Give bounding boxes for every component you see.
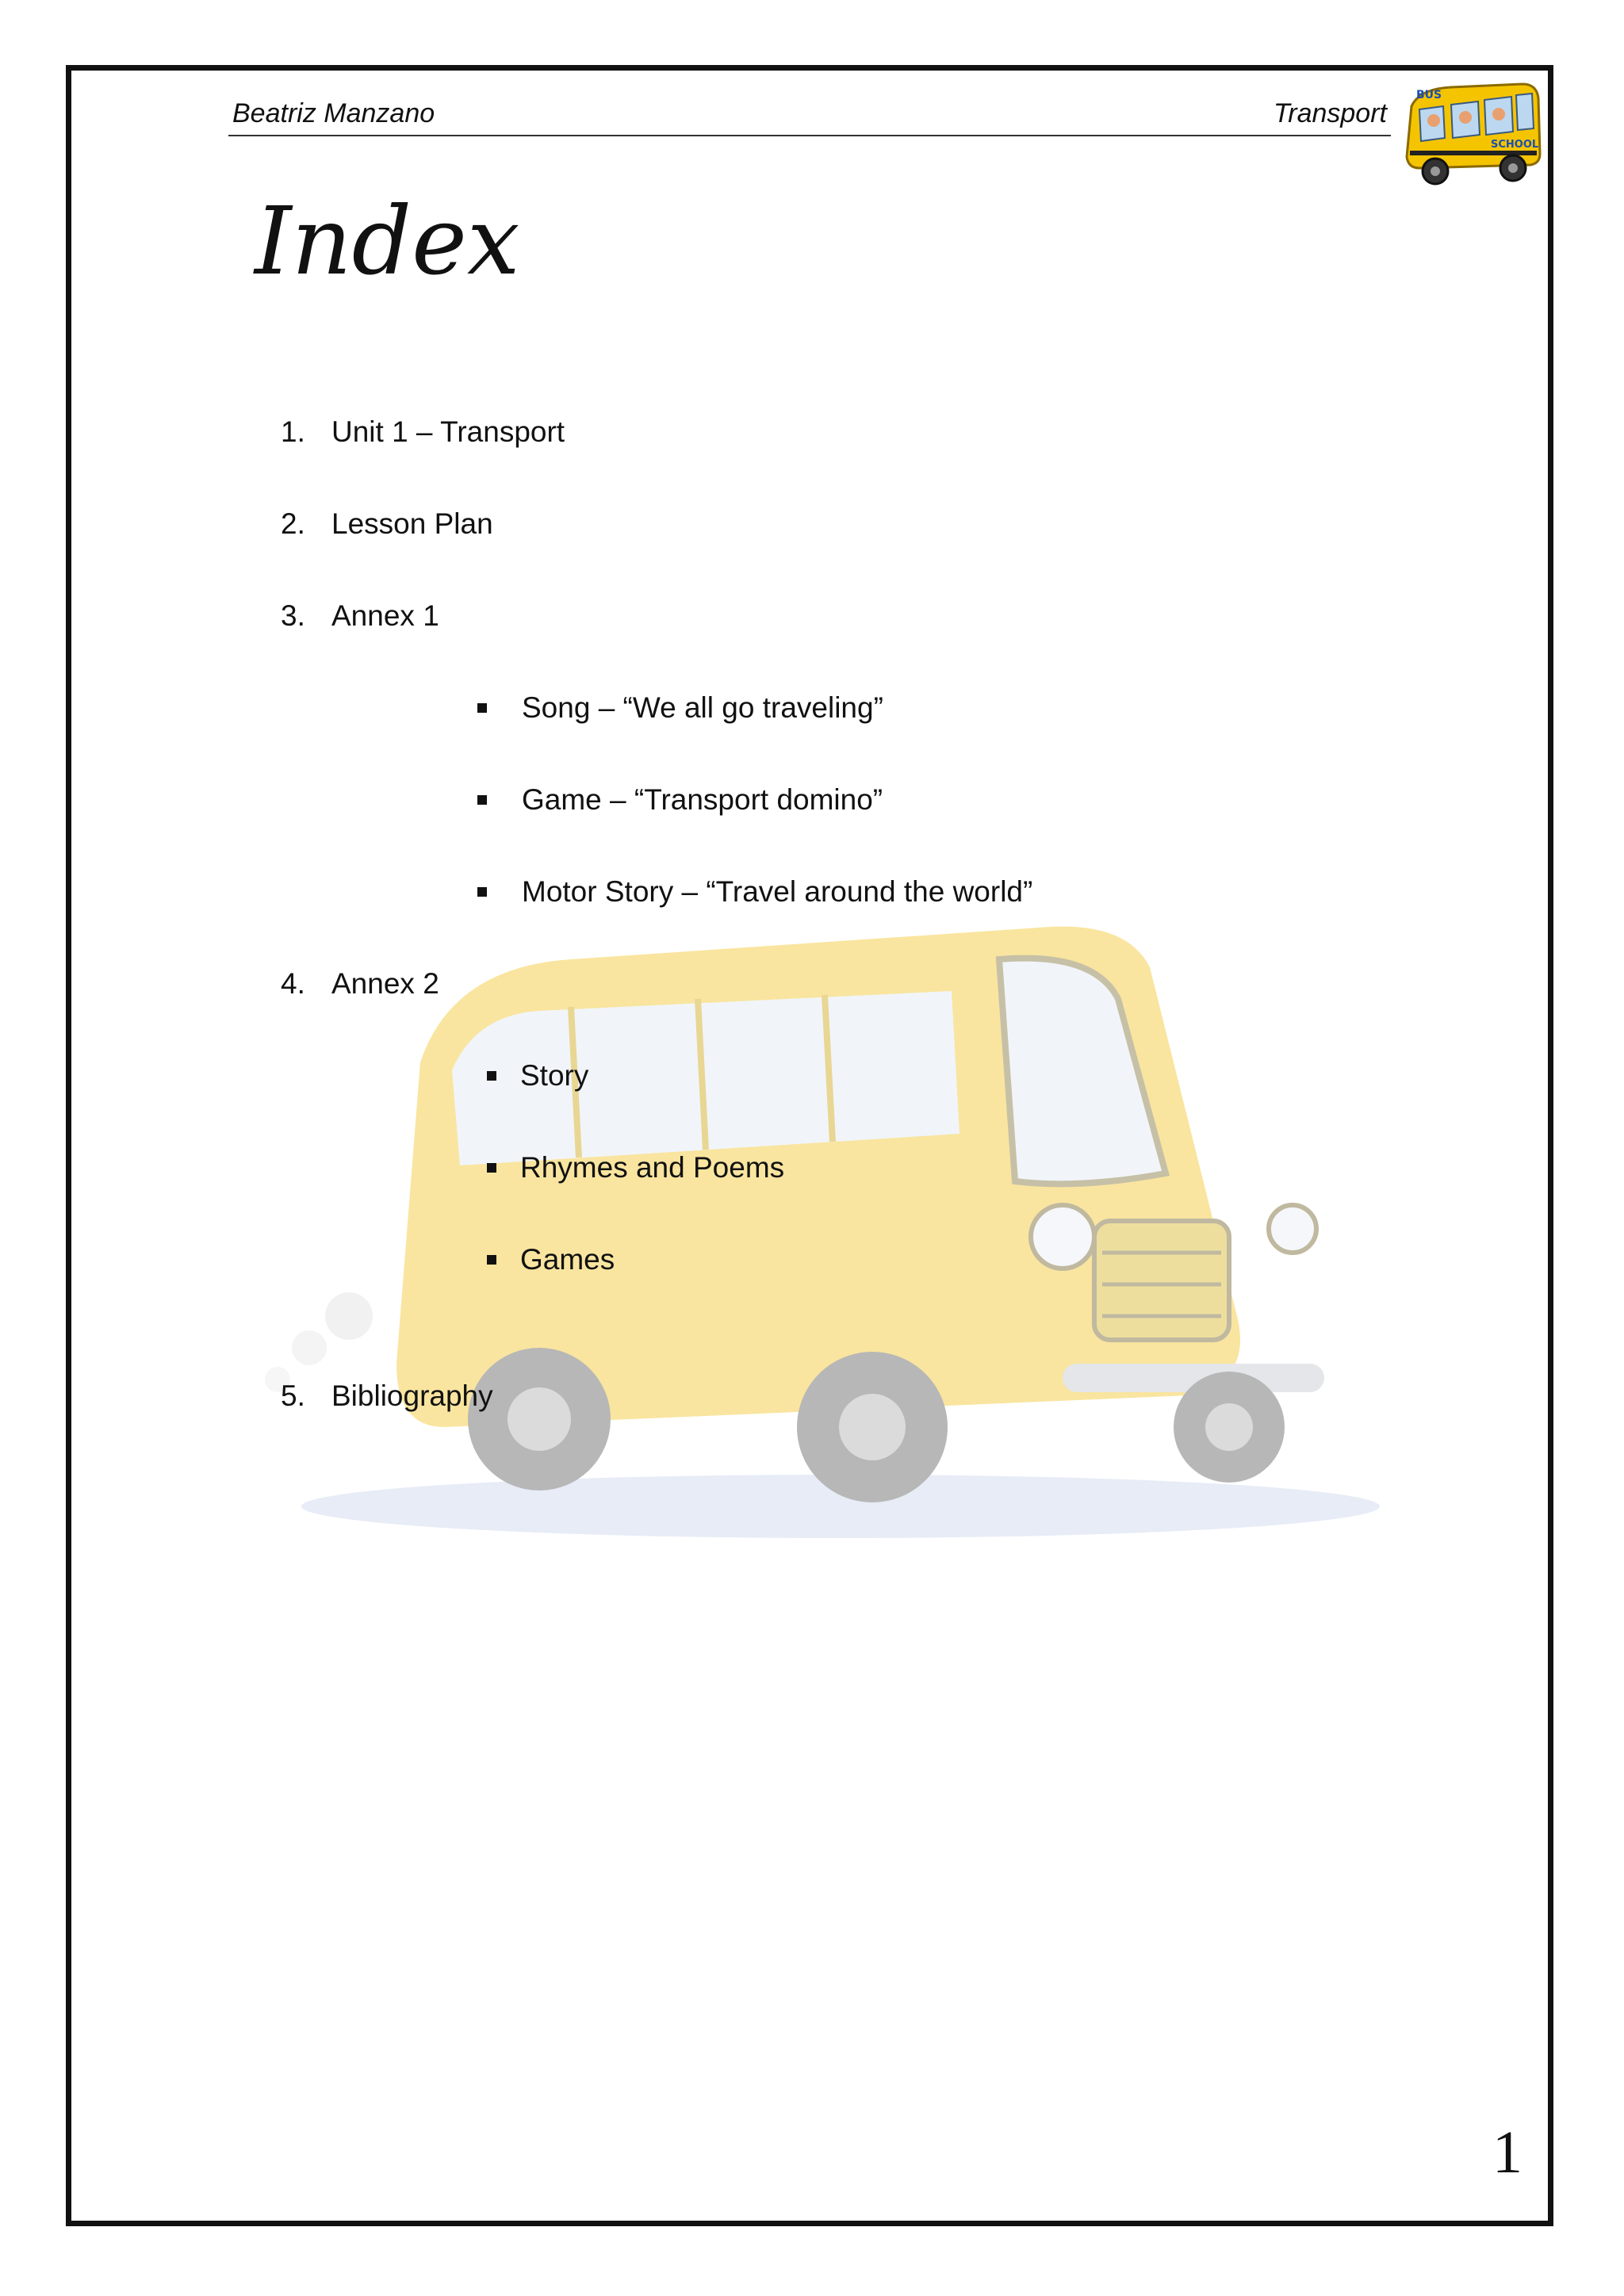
toc-number: 3.	[281, 599, 305, 632]
toc-label: Unit 1 – Transport	[331, 415, 565, 448]
toc-sublabel: Motor Story – “Travel around the world”	[522, 875, 1033, 908]
toc-label: Annex 1	[331, 599, 439, 632]
svg-text:SCHOOL: SCHOOL	[1491, 139, 1539, 151]
square-bullet-icon	[487, 1071, 496, 1081]
header-divider	[228, 135, 1391, 136]
svg-text:BUS: BUS	[1416, 89, 1442, 101]
toc-number: 5.	[281, 1380, 305, 1412]
header-topic: Transport	[1274, 98, 1387, 128]
toc-item-annex-1	[281, 599, 439, 633]
toc-sublabel: Games	[520, 1243, 615, 1276]
toc-number: 1.	[281, 415, 305, 448]
page-number: 1	[1492, 2119, 1522, 2186]
toc-subitem-motor-story	[477, 875, 1032, 909]
square-bullet-icon	[477, 703, 487, 713]
toc-sublabel: Rhymes and Poems	[520, 1151, 785, 1184]
toc-sublabel: Game – “Transport domino”	[522, 783, 883, 816]
toc-label: Lesson Plan	[331, 507, 493, 540]
school-bus-logo-icon	[1396, 75, 1546, 193]
square-bullet-icon	[477, 887, 487, 897]
toc-subitem-games	[487, 1243, 615, 1276]
toc-subitem-story	[487, 1059, 588, 1093]
square-bullet-icon	[487, 1255, 496, 1265]
toc-subitem-song	[477, 691, 883, 725]
toc-label: Annex 2	[331, 967, 439, 1000]
toc-sublabel: Song – “We all go traveling”	[522, 691, 883, 724]
toc-subitem-game	[477, 783, 883, 817]
toc-number: 4.	[281, 967, 305, 1000]
page-title: Index	[255, 186, 520, 296]
toc-item-bibliography	[281, 1380, 493, 1413]
square-bullet-icon	[487, 1163, 496, 1173]
header-author: Beatriz Manzano	[232, 98, 435, 128]
square-bullet-icon	[477, 795, 487, 805]
toc-subitem-rhymes	[487, 1151, 784, 1184]
toc-item-annex-2	[281, 967, 439, 1001]
toc-label: Bibliography	[331, 1380, 493, 1412]
toc-item-lesson-plan	[281, 507, 493, 541]
toc-sublabel: Story	[520, 1059, 589, 1092]
toc-item-unit-1	[281, 415, 565, 449]
toc-number: 2.	[281, 507, 305, 540]
